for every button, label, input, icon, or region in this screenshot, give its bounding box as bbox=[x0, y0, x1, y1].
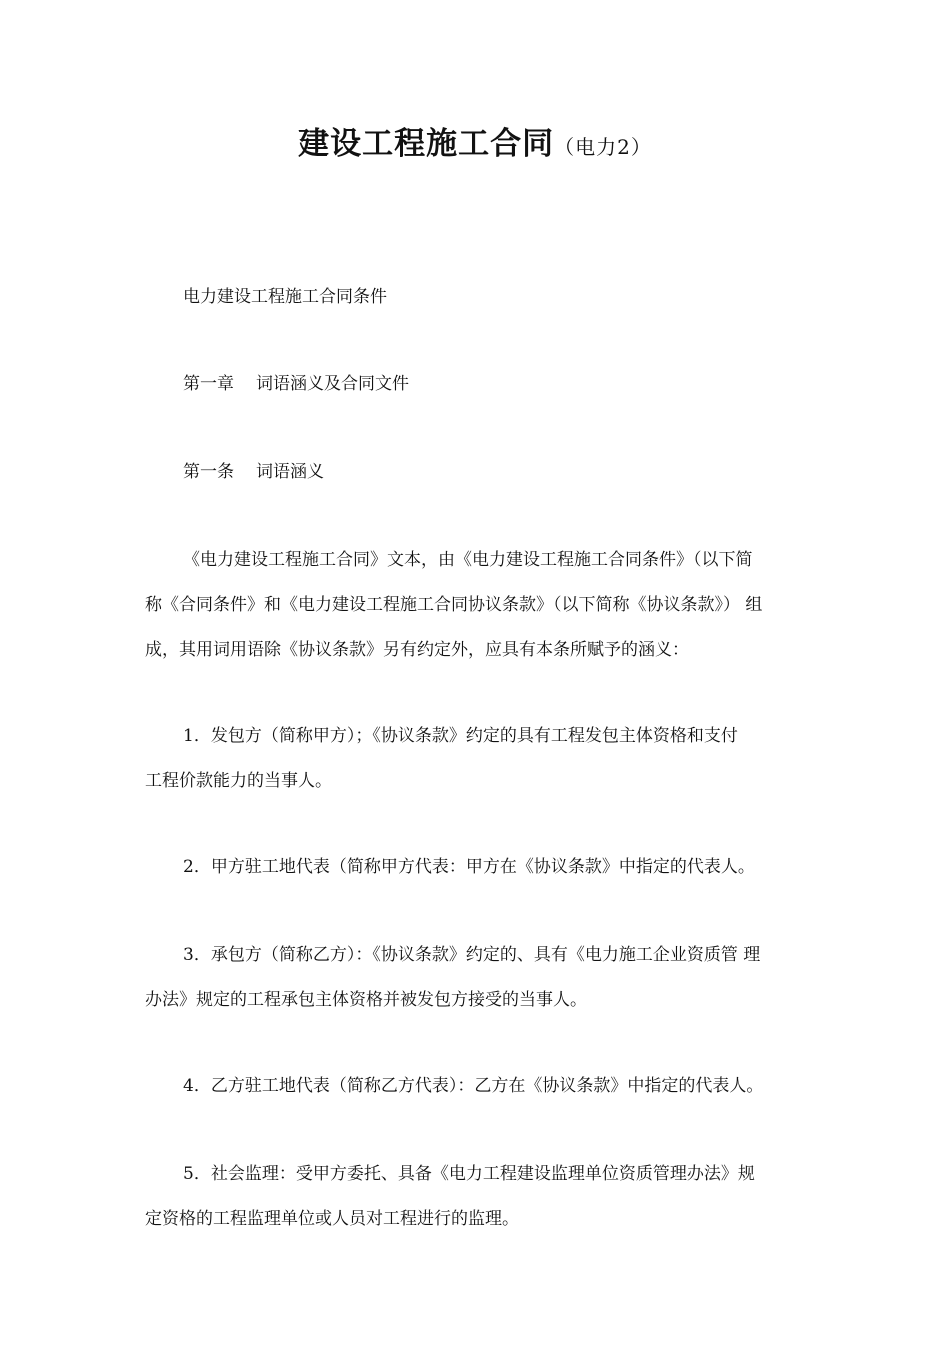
definition-line: 办法》规定的工程承包主体资格并被发包方接受的当事人。 bbox=[145, 990, 587, 1010]
document-title bbox=[0, 118, 950, 163]
chapter-title: 词语涵义及合同文件 bbox=[256, 374, 409, 394]
intro-line: 称《合同条件》和《电力建设工程施工合同协议条款》（以下简称《协议条款》） 组 bbox=[145, 595, 763, 615]
title-main: 建设工程施工合同 bbox=[298, 126, 555, 162]
conditions-heading bbox=[145, 275, 807, 320]
definition-line: 3．承包方（简称乙方）：《协议条款》约定的、具有《电力施工企业资质管 理 bbox=[183, 945, 761, 965]
intro-paragraph bbox=[145, 538, 807, 673]
definition-line: 5．社会监理：受甲方委托、具备《电力工程建设监理单位资质管理办法》规 bbox=[183, 1164, 755, 1184]
definition-item-5 bbox=[145, 1152, 807, 1242]
definition-item-2 bbox=[145, 845, 807, 890]
title-subtitle: （电力2） bbox=[554, 135, 652, 159]
definition-line: 定资格的工程监理单位或人员对工程进行的监理。 bbox=[145, 1209, 519, 1229]
definition-line: 2．甲方驻工地代表（简称甲方代表：甲方在《协议条款》中指定的代表人。 bbox=[183, 857, 755, 877]
article-heading bbox=[145, 450, 807, 495]
definition-line: 1．发包方（简称甲方）；《协议条款》约定的具有工程发包主体资格和支付 bbox=[183, 726, 738, 746]
article-title: 词语涵义 bbox=[256, 462, 324, 482]
chapter-heading bbox=[145, 362, 807, 407]
definition-item-1 bbox=[145, 714, 807, 804]
definition-line: 4．乙方驻工地代表（简称乙方代表）：乙方在《协议条款》中指定的代表人。 bbox=[183, 1076, 764, 1096]
intro-line: 成，其用词用语除《协议条款》另有约定外，应具有本条所赋予的涵义： bbox=[145, 640, 689, 660]
definition-line: 工程价款能力的当事人。 bbox=[145, 771, 332, 791]
intro-line: 《电力建设工程施工合同》文本，由《电力建设工程施工合同条件》（以下简 bbox=[183, 550, 753, 570]
conditions-heading-text: 电力建设工程施工合同条件 bbox=[183, 287, 387, 307]
chapter-number: 第一章 bbox=[183, 374, 234, 394]
article-number: 第一条 bbox=[183, 462, 234, 482]
definition-item-4 bbox=[145, 1064, 807, 1109]
definition-item-3 bbox=[145, 933, 807, 1023]
